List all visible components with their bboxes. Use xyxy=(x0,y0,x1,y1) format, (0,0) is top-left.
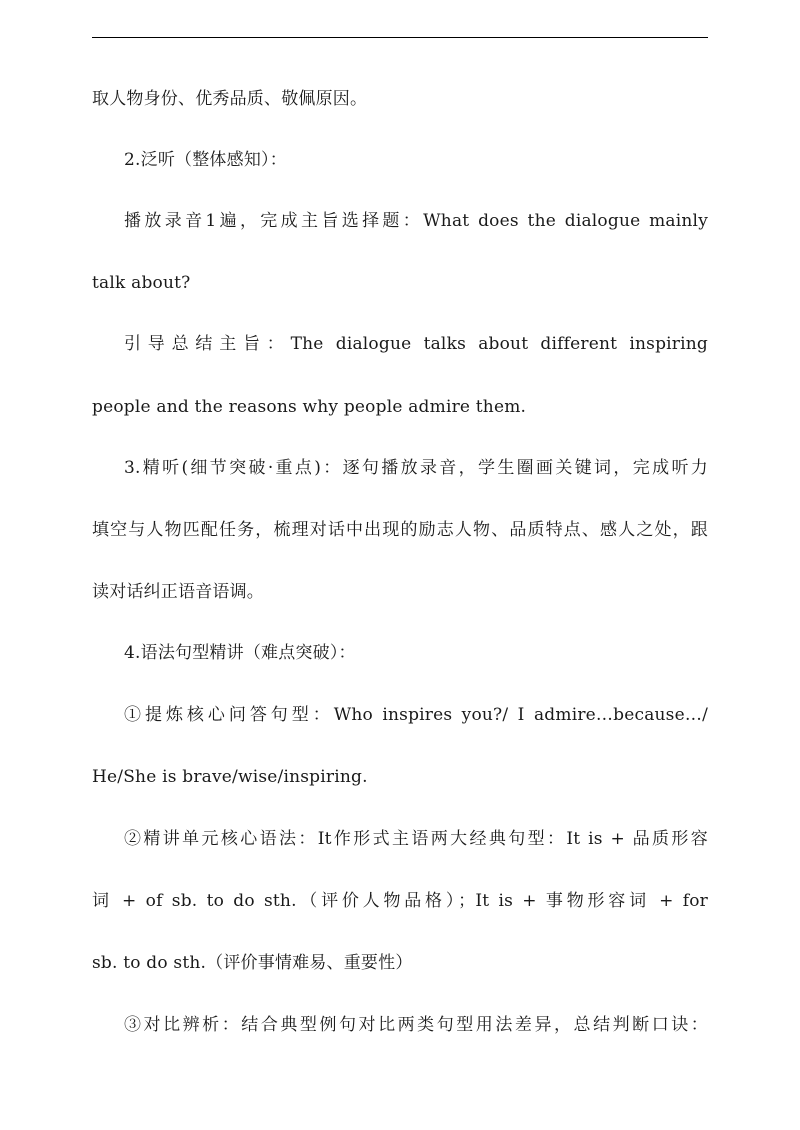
paragraph-line: sb. to do sth.（评价事情难易、重要性） xyxy=(92,953,413,973)
paragraph-line: 填空与人物匹配任务，梳理对话中出现的励志人物、品质特点、感人之处，跟 xyxy=(92,520,708,540)
paragraph-line: 词 + of sb. to do sth.（评价人物品格）；It is + 事物形容词 + for xyxy=(92,891,708,911)
header-rule xyxy=(92,37,708,38)
paragraph-line: 引导总结主旨：The dialogue talks about different inspiring xyxy=(124,334,708,354)
paragraph-line: 读对话纠正语音语调。 xyxy=(92,582,264,602)
paragraph-line: 取人物身份、优秀品质、敬佩原因。 xyxy=(92,89,368,109)
section-heading-intensive-listening: 3.精听(细节突破·重点)：逐句播放录音，学生圈画关键词，完成听力 xyxy=(124,458,708,478)
paragraph-line: talk about? xyxy=(92,273,191,293)
paragraph-line: 播放录音1遍，完成主旨选择题：What does the dialogue mainly xyxy=(124,211,708,231)
section-heading-extensive-listening: 2.泛听（整体感知）： xyxy=(124,150,287,170)
paragraph-line: ③对比辨析：结合典型例句对比两类句型用法差异，总结判断口诀： xyxy=(124,1015,708,1035)
paragraph-line: people and the reasons why people admire them. xyxy=(92,397,527,417)
paragraph-line: ②精讲单元核心语法：It作形式主语两大经典句型：It is + 品质形容 xyxy=(124,829,708,849)
section-heading-grammar: 4.语法句型精讲（难点突破）： xyxy=(124,643,356,663)
paragraph-line: He/She is brave/wise/inspiring. xyxy=(92,767,368,787)
paragraph-line: ①提炼核心问答句型：Who inspires you?/ I admire…because…/ xyxy=(124,705,708,725)
